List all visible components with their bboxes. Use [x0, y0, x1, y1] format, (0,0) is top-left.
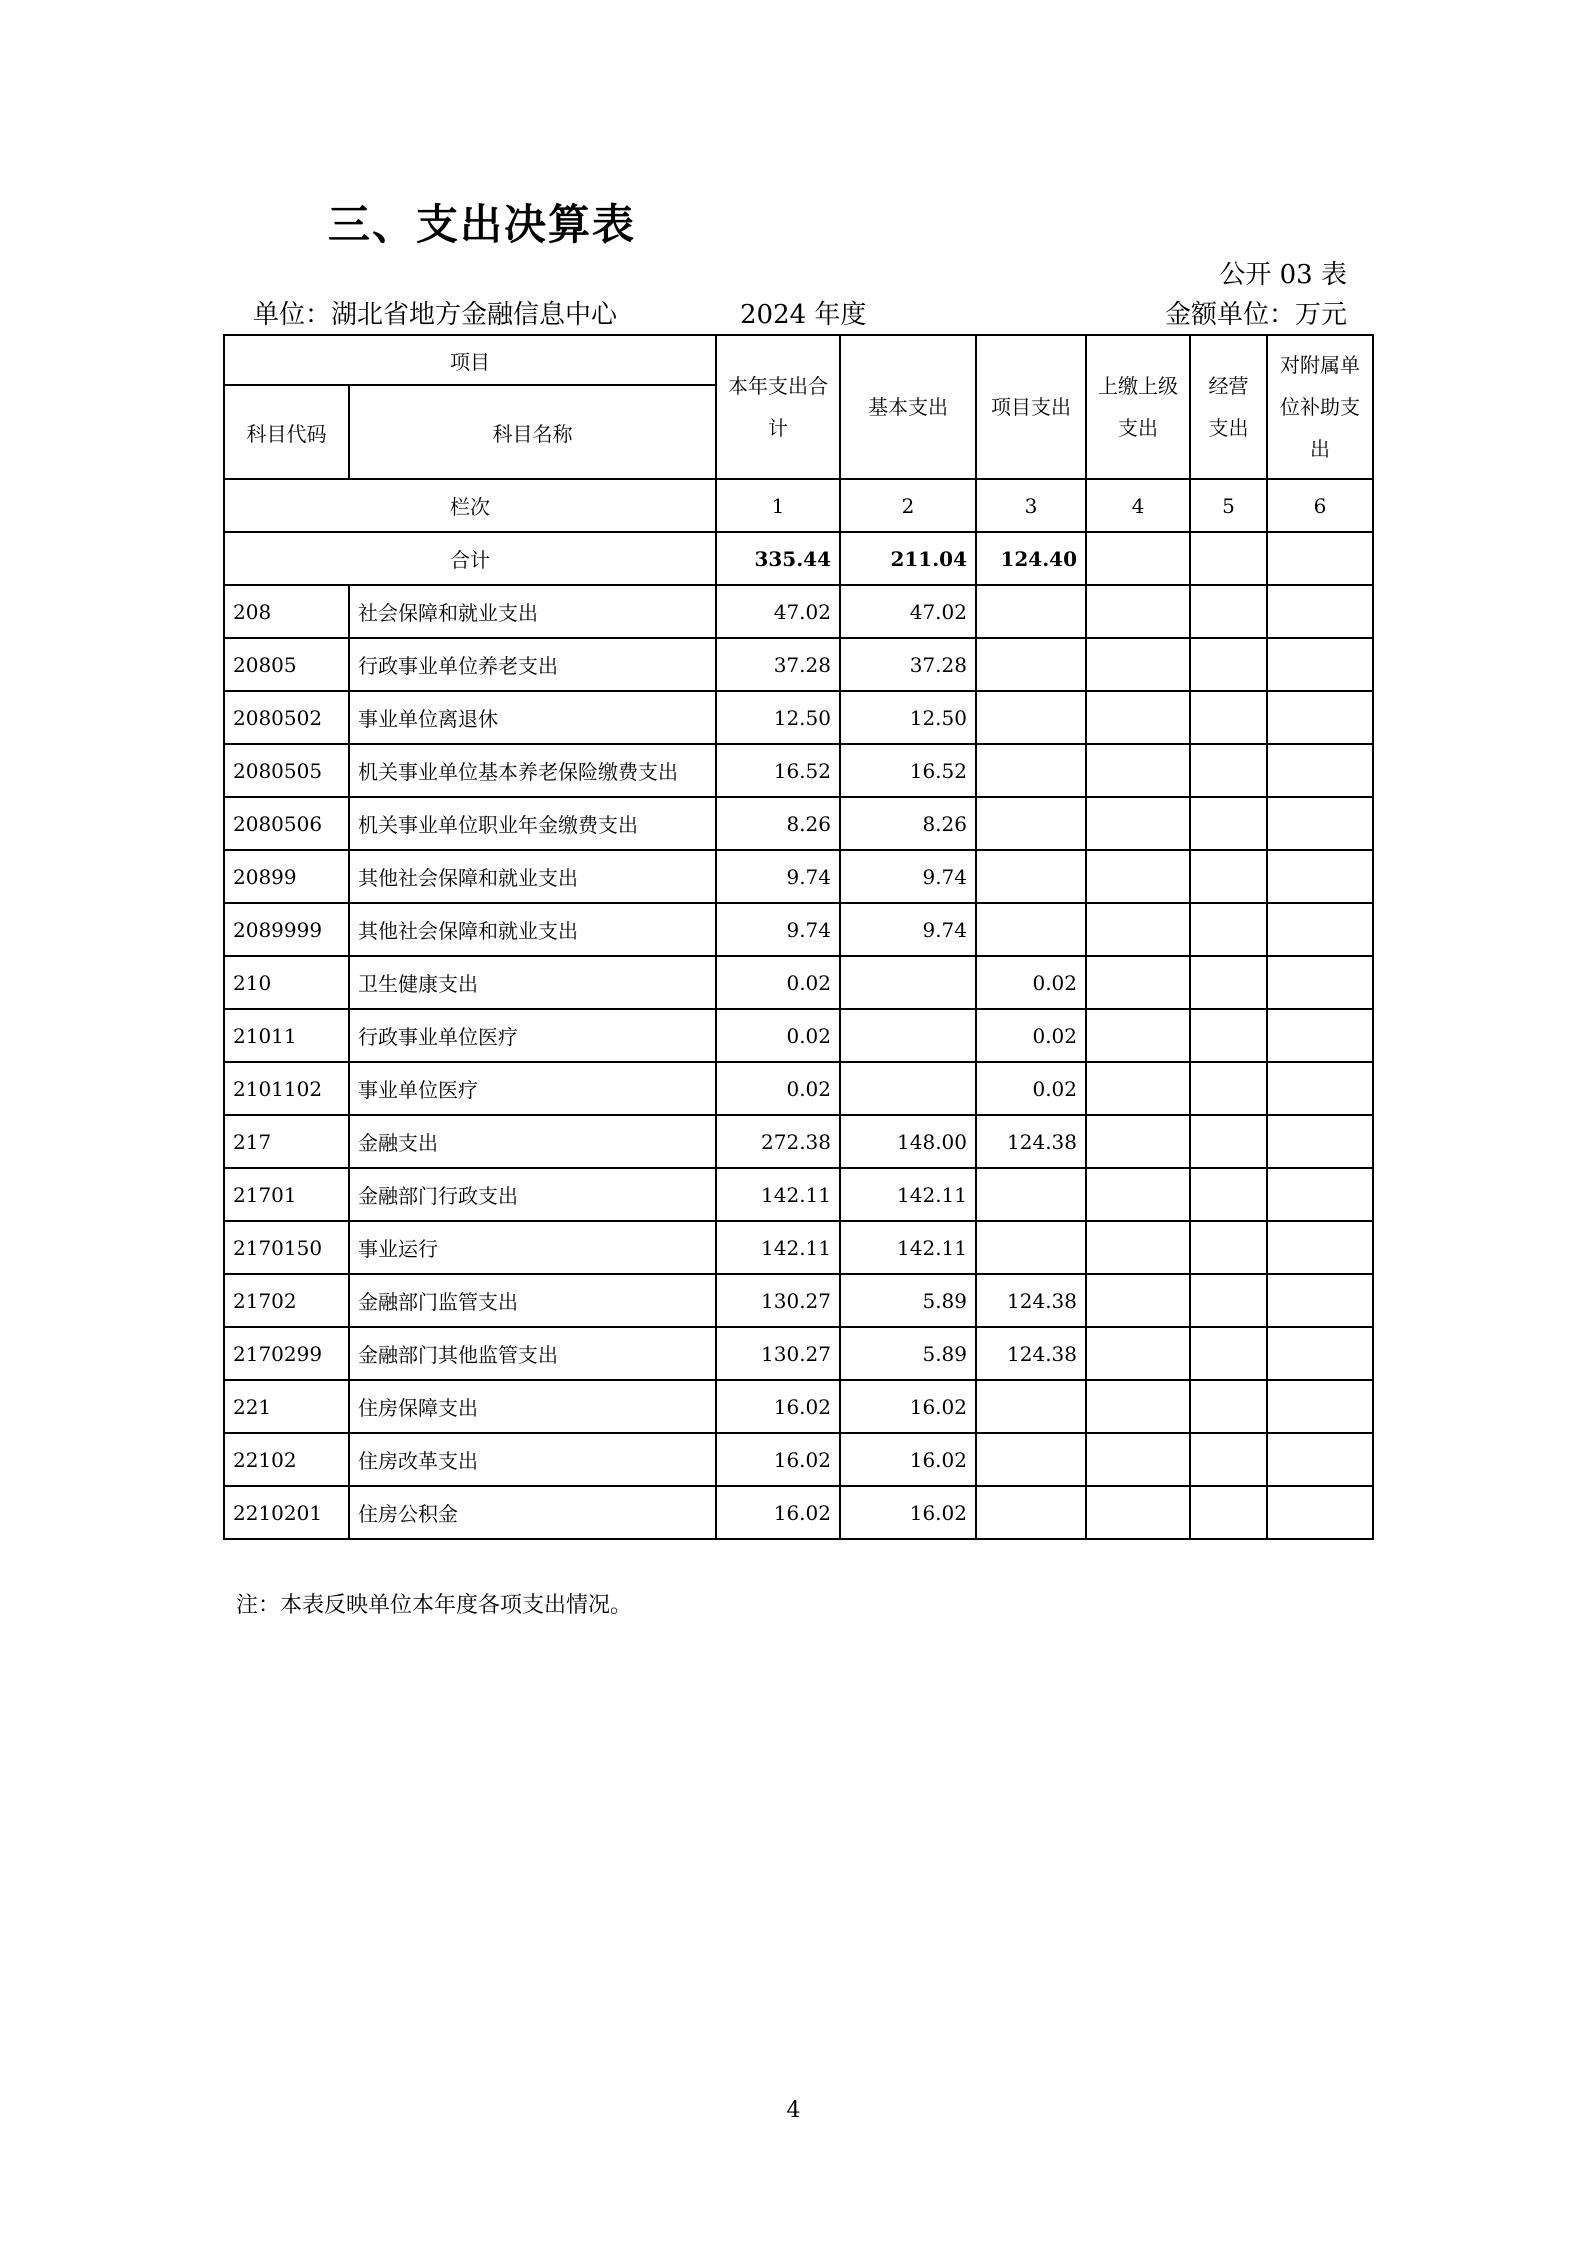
subject-code: 2080506	[224, 797, 349, 850]
amount-cell	[1267, 585, 1373, 638]
amount-cell	[1190, 1486, 1267, 1539]
amount-cell	[1267, 638, 1373, 691]
total-value: 335.44	[716, 532, 840, 585]
table-row	[224, 1433, 1373, 1486]
amount-cell: 37.28	[716, 638, 840, 691]
amount-cell	[1267, 1380, 1373, 1433]
table-row	[224, 585, 1373, 638]
amount-cell: 0.02	[976, 1009, 1086, 1062]
amount-cell: 12.50	[840, 691, 976, 744]
unit-label: 单位：湖北省地方金融信息中心	[253, 300, 618, 330]
amount-cell	[976, 1486, 1086, 1539]
column-number: 1	[716, 479, 840, 532]
amount-cell: 16.02	[840, 1486, 976, 1539]
header-col5: 经营支出	[1190, 335, 1267, 479]
table-row	[224, 1009, 1373, 1062]
amount-cell	[840, 1009, 976, 1062]
amount-cell	[1086, 1062, 1190, 1115]
amount-cell	[1190, 1221, 1267, 1274]
amount-cell: 16.02	[716, 1486, 840, 1539]
amount-cell: 8.26	[840, 797, 976, 850]
table-row	[224, 691, 1373, 744]
table-row	[224, 1380, 1373, 1433]
column-number-row	[224, 479, 1373, 532]
amount-cell	[1190, 638, 1267, 691]
amount-cell	[1190, 744, 1267, 797]
amount-cell	[1267, 956, 1373, 1009]
amount-cell: 16.52	[716, 744, 840, 797]
subject-code: 2080502	[224, 691, 349, 744]
amount-cell	[1086, 1115, 1190, 1168]
amount-cell: 9.74	[840, 903, 976, 956]
amount-cell: 124.38	[976, 1327, 1086, 1380]
amount-cell	[976, 850, 1086, 903]
table-row	[224, 1486, 1373, 1539]
amount-cell: 5.89	[840, 1274, 976, 1327]
amount-cell: 16.52	[840, 744, 976, 797]
subject-name: 行政事业单位养老支出	[349, 638, 716, 691]
amount-cell	[1190, 1327, 1267, 1380]
subject-code: 20899	[224, 850, 349, 903]
table-row	[224, 638, 1373, 691]
amount-cell	[1086, 1274, 1190, 1327]
amount-cell	[1086, 797, 1190, 850]
subject-name: 机关事业单位职业年金缴费支出	[349, 797, 716, 850]
amount-cell	[1190, 1009, 1267, 1062]
amount-cell	[1267, 1221, 1373, 1274]
amount-cell	[1190, 956, 1267, 1009]
subject-code: 21702	[224, 1274, 349, 1327]
page-title: 三、支出决算表	[328, 200, 637, 249]
table-row	[224, 956, 1373, 1009]
amount-cell	[976, 797, 1086, 850]
amount-cell	[1267, 1009, 1373, 1062]
amount-cell	[1267, 1062, 1373, 1115]
amount-cell	[1190, 1062, 1267, 1115]
subject-name: 其他社会保障和就业支出	[349, 903, 716, 956]
subject-name: 金融部门其他监管支出	[349, 1327, 716, 1380]
amount-cell: 16.02	[840, 1433, 976, 1486]
table-row	[224, 1168, 1373, 1221]
amount-cell	[1190, 691, 1267, 744]
header-col2: 基本支出	[840, 335, 976, 479]
amount-cell: 0.02	[716, 956, 840, 1009]
total-value: 211.04	[840, 532, 976, 585]
subject-name: 金融支出	[349, 1115, 716, 1168]
amount-cell	[1086, 585, 1190, 638]
subject-name: 事业单位离退休	[349, 691, 716, 744]
amount-cell	[1086, 1433, 1190, 1486]
amount-cell	[1267, 744, 1373, 797]
amount-cell	[1267, 1433, 1373, 1486]
table-number: 公开 03 表	[1219, 260, 1347, 290]
amount-cell	[1267, 903, 1373, 956]
header-col1: 本年支出合计	[716, 335, 840, 479]
amount-cell	[1086, 1380, 1190, 1433]
column-number: 2	[840, 479, 976, 532]
amount-cell	[1190, 1433, 1267, 1486]
subject-code: 217	[224, 1115, 349, 1168]
total-row	[224, 532, 1373, 585]
amount-cell	[1190, 850, 1267, 903]
amount-cell: 47.02	[840, 585, 976, 638]
amount-cell: 272.38	[716, 1115, 840, 1168]
amount-cell	[1190, 1168, 1267, 1221]
amount-cell	[1086, 638, 1190, 691]
subject-code: 20805	[224, 638, 349, 691]
column-number: 5	[1190, 479, 1267, 532]
amount-cell	[976, 903, 1086, 956]
amount-cell	[1190, 1380, 1267, 1433]
amount-cell	[1267, 1168, 1373, 1221]
subject-code: 2170299	[224, 1327, 349, 1380]
amount-cell: 5.89	[840, 1327, 976, 1380]
table-row	[224, 1221, 1373, 1274]
subject-name: 住房公积金	[349, 1486, 716, 1539]
amount-cell	[1190, 1115, 1267, 1168]
subject-name: 事业运行	[349, 1221, 716, 1274]
amount-cell: 9.74	[716, 903, 840, 956]
amount-cell	[1086, 903, 1190, 956]
total-label: 合计	[224, 532, 716, 585]
subject-name: 其他社会保障和就业支出	[349, 850, 716, 903]
amount-cell: 130.27	[716, 1327, 840, 1380]
subject-name: 卫生健康支出	[349, 956, 716, 1009]
amount-cell: 16.02	[716, 1433, 840, 1486]
amount-cell	[976, 1221, 1086, 1274]
subject-code: 21011	[224, 1009, 349, 1062]
column-number: 4	[1086, 479, 1190, 532]
amount-cell: 8.26	[716, 797, 840, 850]
subject-code: 22102	[224, 1433, 349, 1486]
header-col3: 项目支出	[976, 335, 1086, 479]
amount-cell	[1086, 1486, 1190, 1539]
amount-cell	[1267, 691, 1373, 744]
total-value: 124.40	[976, 532, 1086, 585]
table-row	[224, 903, 1373, 956]
column-number: 6	[1267, 479, 1373, 532]
subject-code: 2080505	[224, 744, 349, 797]
amount-cell	[1267, 1486, 1373, 1539]
amount-cell	[1267, 1274, 1373, 1327]
amount-cell	[1267, 850, 1373, 903]
amount-cell: 142.11	[716, 1168, 840, 1221]
header-item: 项目	[224, 335, 716, 385]
amount-cell: 142.11	[840, 1221, 976, 1274]
amount-cell: 142.11	[840, 1168, 976, 1221]
amount-cell	[976, 585, 1086, 638]
subject-name: 事业单位医疗	[349, 1062, 716, 1115]
subject-name: 金融部门监管支出	[349, 1274, 716, 1327]
subject-name: 行政事业单位医疗	[349, 1009, 716, 1062]
amount-cell: 124.38	[976, 1115, 1086, 1168]
amount-cell: 130.27	[716, 1274, 840, 1327]
amount-cell: 148.00	[840, 1115, 976, 1168]
amount-cell	[1267, 1115, 1373, 1168]
amount-cell: 37.28	[840, 638, 976, 691]
table-row	[224, 1274, 1373, 1327]
column-number-label: 栏次	[224, 479, 716, 532]
amount-cell: 16.02	[840, 1380, 976, 1433]
table-row	[224, 1115, 1373, 1168]
header-col4: 上缴上级支出	[1086, 335, 1190, 479]
amount-cell	[976, 691, 1086, 744]
currency-unit: 金额单位：万元	[1164, 300, 1347, 330]
subject-code: 2101102	[224, 1062, 349, 1115]
amount-cell: 0.02	[976, 956, 1086, 1009]
total-value	[1267, 532, 1373, 585]
amount-cell	[976, 1433, 1086, 1486]
amount-cell	[1267, 797, 1373, 850]
header-name: 科目名称	[349, 385, 716, 479]
table-row	[224, 850, 1373, 903]
amount-cell: 9.74	[716, 850, 840, 903]
amount-cell	[1086, 744, 1190, 797]
table-row	[224, 1327, 1373, 1380]
amount-cell	[1190, 903, 1267, 956]
subject-name: 住房改革支出	[349, 1433, 716, 1486]
amount-cell: 0.02	[716, 1009, 840, 1062]
subject-name: 机关事业单位基本养老保险缴费支出	[349, 744, 716, 797]
subject-name: 金融部门行政支出	[349, 1168, 716, 1221]
subject-code: 2170150	[224, 1221, 349, 1274]
header-col6: 对附属单位补助支出	[1267, 335, 1373, 479]
subject-code: 208	[224, 585, 349, 638]
amount-cell	[1086, 1327, 1190, 1380]
amount-cell: 0.02	[976, 1062, 1086, 1115]
amount-cell	[1190, 585, 1267, 638]
amount-cell	[976, 1168, 1086, 1221]
table-row	[224, 797, 1373, 850]
amount-cell	[1086, 1009, 1190, 1062]
total-value	[1086, 532, 1190, 585]
column-number: 3	[976, 479, 1086, 532]
subject-code: 2210201	[224, 1486, 349, 1539]
amount-cell	[1267, 1327, 1373, 1380]
total-value	[1190, 532, 1267, 585]
amount-cell	[1086, 956, 1190, 1009]
amount-cell	[1086, 850, 1190, 903]
table-note: 注：本表反映单位本年度各项支出情况。	[236, 1593, 633, 1618]
subject-code: 2089999	[224, 903, 349, 956]
header-code: 科目代码	[224, 385, 349, 479]
amount-cell	[1086, 1221, 1190, 1274]
amount-cell: 16.02	[716, 1380, 840, 1433]
table-row	[224, 1062, 1373, 1115]
fiscal-year: 2024 年度	[740, 300, 867, 330]
amount-cell	[840, 1062, 976, 1115]
amount-cell: 0.02	[716, 1062, 840, 1115]
page-number: 4	[786, 2098, 801, 2123]
amount-cell: 142.11	[716, 1221, 840, 1274]
subject-name: 住房保障支出	[349, 1380, 716, 1433]
amount-cell	[1190, 1274, 1267, 1327]
amount-cell: 124.38	[976, 1274, 1086, 1327]
amount-cell: 47.02	[716, 585, 840, 638]
amount-cell: 9.74	[840, 850, 976, 903]
subject-code: 221	[224, 1380, 349, 1433]
amount-cell	[1190, 797, 1267, 850]
amount-cell	[840, 956, 976, 1009]
amount-cell: 12.50	[716, 691, 840, 744]
expenditure-table	[223, 334, 1374, 1540]
amount-cell	[1086, 691, 1190, 744]
amount-cell	[976, 1380, 1086, 1433]
amount-cell	[1086, 1168, 1190, 1221]
amount-cell	[976, 744, 1086, 797]
table-row	[224, 744, 1373, 797]
subject-name: 社会保障和就业支出	[349, 585, 716, 638]
subject-code: 21701	[224, 1168, 349, 1221]
amount-cell	[976, 638, 1086, 691]
subject-code: 210	[224, 956, 349, 1009]
